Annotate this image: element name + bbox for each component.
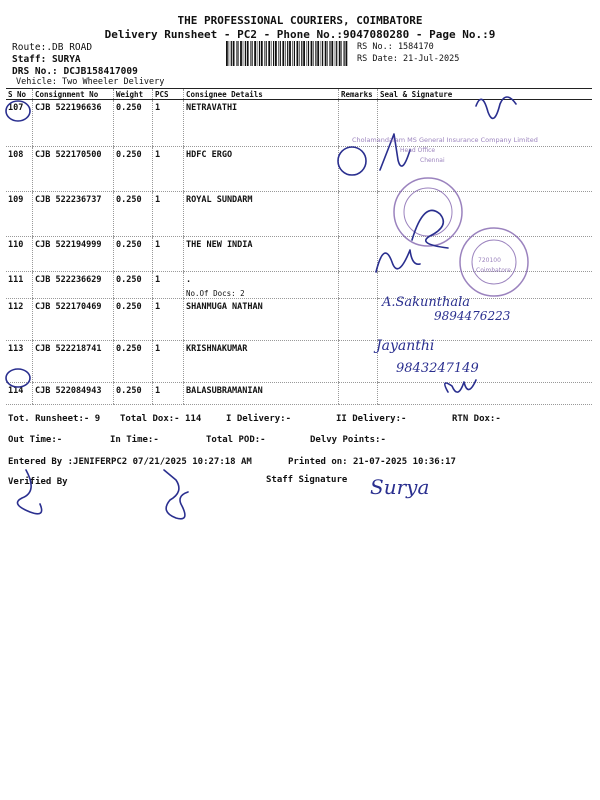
weight-cell: 0.250 bbox=[114, 383, 153, 405]
sno-cell: 109 bbox=[6, 192, 33, 237]
circle-mark-107 bbox=[6, 101, 30, 121]
middle-signature bbox=[164, 470, 188, 519]
pcs-cell: 1 bbox=[153, 100, 184, 147]
signature-114 bbox=[445, 380, 476, 392]
ii-delivery: II Delivery:- bbox=[336, 414, 407, 424]
signature-112-phone: 9894476223 bbox=[434, 309, 511, 323]
weight-cell: 0.250 bbox=[114, 237, 153, 272]
verified-by: Verified By bbox=[8, 477, 68, 487]
pcs-cell: 1 bbox=[153, 147, 184, 192]
col-header: Consignment No bbox=[33, 89, 114, 100]
weight-cell: 0.250 bbox=[114, 192, 153, 237]
consignment-cell: CJB 522170469 bbox=[33, 299, 114, 341]
delvy-points: Delvy Points:- bbox=[310, 435, 386, 445]
consignee-cell: NETRAVATHI bbox=[184, 100, 339, 147]
signature-112-name: A.Sakunthala bbox=[382, 295, 471, 310]
sno-cell: 112 bbox=[6, 299, 33, 341]
stamp-108 bbox=[352, 136, 538, 164]
col-header: Remarks bbox=[339, 89, 378, 100]
route-label: Route:.DB ROAD bbox=[12, 42, 93, 53]
col-header: PCS bbox=[153, 89, 184, 100]
svg-text:Cholamandalam MS General Insur: Cholamandalam MS General Insurance Company Limited bbox=[352, 136, 538, 144]
verified-signature bbox=[18, 470, 42, 514]
doc-count: No.Of Docs: 2 bbox=[186, 289, 245, 298]
consignee-cell: HDFC ERGO bbox=[184, 147, 339, 192]
signature-111 bbox=[376, 250, 420, 272]
signature-107 bbox=[476, 97, 516, 118]
svg-text:Chennai: Chennai bbox=[420, 157, 445, 164]
runsheet-subtitle: Delivery Runsheet - PC2 - Phone No.:9047080280 - Page No.:9 bbox=[104, 28, 496, 41]
out-time: Out Time:- bbox=[8, 435, 63, 445]
sno-cell: 108 bbox=[6, 147, 33, 192]
weight-cell: 0.250 bbox=[114, 341, 153, 383]
consignee-cell: ROYAL SUNDARM bbox=[184, 192, 339, 237]
weight-cell: 0.250 bbox=[114, 272, 153, 299]
rs-number: RS No.: 1584170 bbox=[357, 42, 434, 52]
vehicle-label: Vehicle: Two Wheeler Delivery bbox=[16, 77, 165, 87]
staff-label: Staff: SURYA bbox=[12, 54, 81, 65]
pcs-cell: 1 bbox=[153, 237, 184, 272]
consignment-cell: CJB 522170500 bbox=[33, 147, 114, 192]
signature-113-phone: 9843247149 bbox=[396, 361, 479, 376]
consignment-cell: CJB 522196636 bbox=[33, 100, 114, 147]
col-header: Weight bbox=[114, 89, 153, 100]
pcs-cell: 1 bbox=[153, 272, 184, 299]
consignee-cell: SHANMUGA NATHAN bbox=[184, 299, 339, 341]
in-time: In Time:- bbox=[110, 435, 159, 445]
consignee-cell: THE NEW INDIA bbox=[184, 237, 339, 272]
sno-cell: 107 bbox=[6, 100, 33, 147]
entered-by: Entered By :JENIFERPC2 07/21/2025 10:27:18 AM bbox=[8, 457, 252, 467]
i-delivery: I Delivery:- bbox=[226, 414, 292, 424]
sno-cell: 111 bbox=[6, 272, 33, 299]
col-header: Seal & Signature bbox=[378, 89, 593, 100]
drs-number: DRS No.: DCJB158417009 bbox=[12, 66, 138, 77]
signature-113-name: Jayanthi bbox=[376, 338, 435, 354]
staff-signature-label: Staff Signature bbox=[266, 475, 348, 485]
circle-mark-108 bbox=[338, 147, 366, 175]
consignment-cell: CJB 522194999 bbox=[33, 237, 114, 272]
consignee-cell: . No.Of Docs: 2 bbox=[184, 272, 339, 299]
sno-cell: 114 bbox=[6, 383, 33, 405]
pcs-cell: 1 bbox=[153, 299, 184, 341]
pcs-cell: 1 bbox=[153, 192, 184, 237]
col-header: Consignee Details bbox=[184, 89, 339, 100]
consignment-cell: CJB 522236737 bbox=[33, 192, 114, 237]
consignment-cell: CJB 522218741 bbox=[33, 341, 114, 383]
consignee-cell: BALASUBRAMANIAN bbox=[184, 383, 339, 405]
printed-on: Printed on: 21-07-2025 10:36:17 bbox=[288, 457, 456, 467]
total-dox: Total Dox:- 114 bbox=[120, 414, 202, 424]
sno-cell: 113 bbox=[6, 341, 33, 383]
weight-cell: 0.250 bbox=[114, 100, 153, 147]
pcs-cell: 1 bbox=[153, 383, 184, 405]
svg-text:720100: 720100 bbox=[478, 257, 501, 264]
total-pod: Total POD:- bbox=[206, 435, 266, 445]
weight-cell: 0.250 bbox=[114, 147, 153, 192]
consignment-cell: CJB 522084943 bbox=[33, 383, 114, 405]
company-title: THE PROFESSIONAL COURIERS, COIMBATORE bbox=[177, 14, 423, 27]
sno-cell: 110 bbox=[6, 237, 33, 272]
svg-text:Head Office: Head Office bbox=[400, 147, 436, 154]
col-header: S No bbox=[6, 89, 33, 100]
total-runsheet: Tot. Runsheet:- 9 bbox=[8, 414, 101, 424]
circle-mark-114 bbox=[6, 369, 30, 387]
rs-date: RS Date: 21-Jul-2025 bbox=[357, 54, 460, 64]
staff-handwritten-signature: Surya bbox=[370, 475, 430, 499]
consignee-cell: KRISHNAKUMAR bbox=[184, 341, 339, 383]
consignment-cell: CJB 522236629 bbox=[33, 272, 114, 299]
svg-text:Coimbatore: Coimbatore bbox=[476, 267, 511, 274]
weight-cell: 0.250 bbox=[114, 299, 153, 341]
rtn-dox: RTN Dox:- bbox=[452, 414, 501, 424]
pcs-cell: 1 bbox=[153, 341, 184, 383]
